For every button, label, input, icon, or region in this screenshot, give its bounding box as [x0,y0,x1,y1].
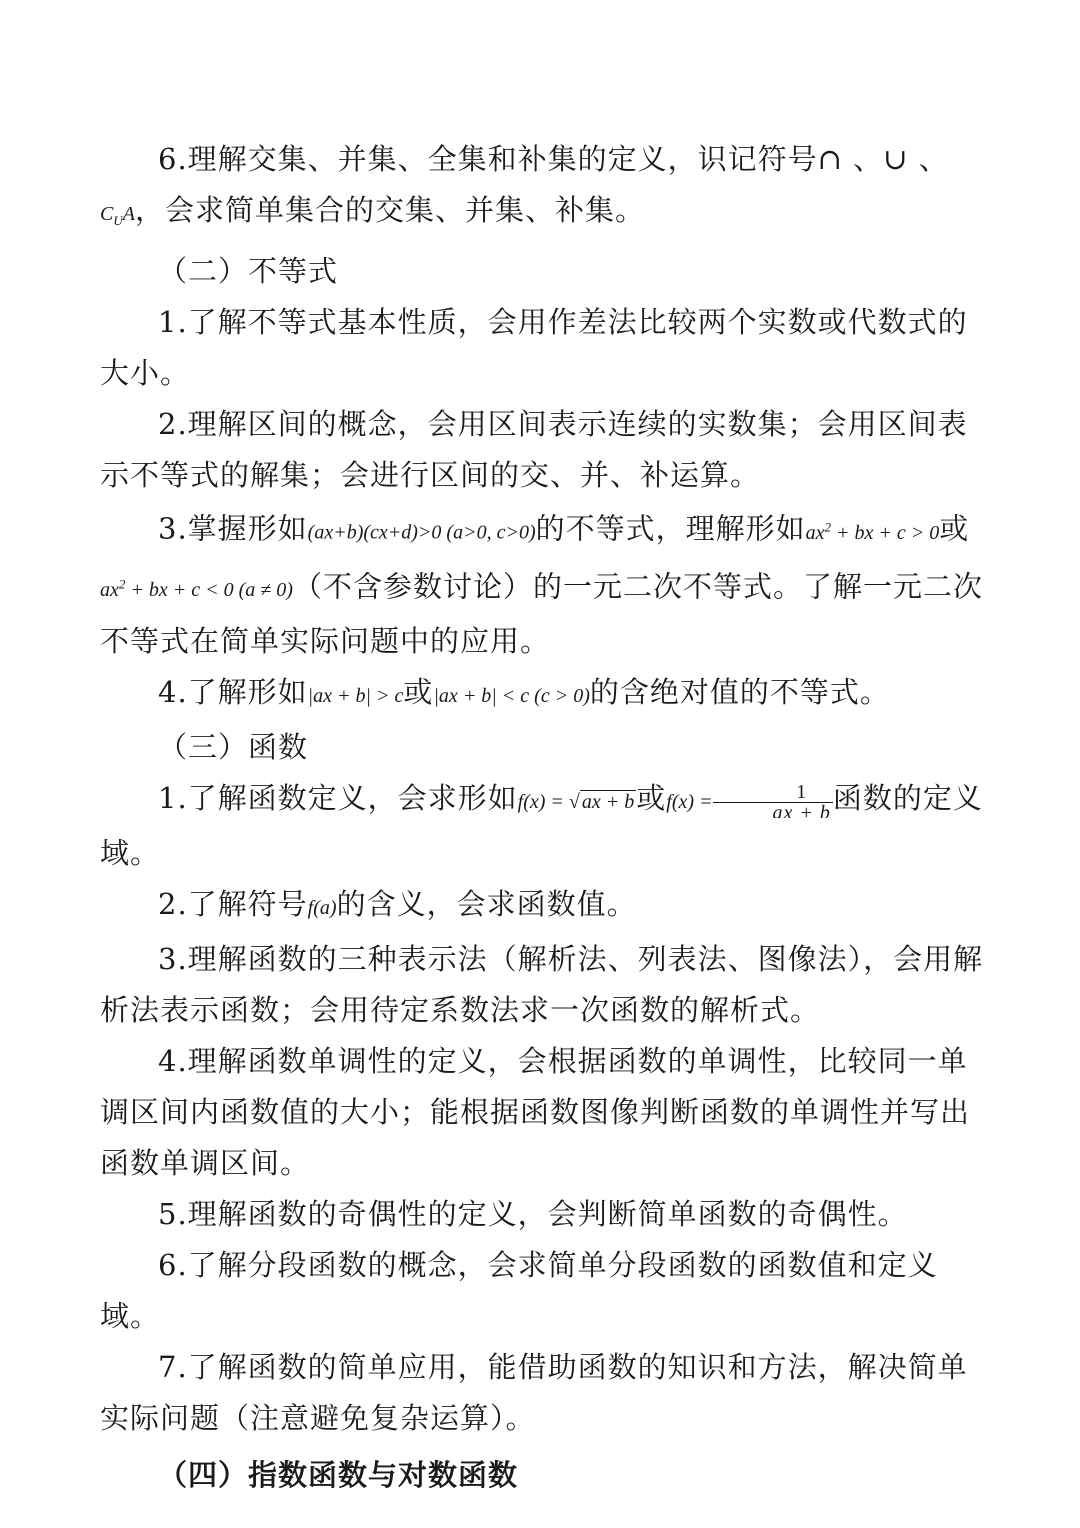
text-tail: ，会求简单集合的交集、并集、补集。 [134,193,645,227]
paragraph-function-4: 4.理解函数单调性的定义，会根据函数的单调性，比较同一单调区间内函数值的大小；能根据函数图像判断函数的单调性并写出函数单调区间。 [100,1044,971,1181]
section-heading-function: （三）函数 [158,730,309,765]
section-heading-exp-log: （四）指数函数与对数函数 [158,1458,519,1493]
section-heading-inequality: （二）不等式 [158,254,339,288]
paragraph-function-6: 6.了解分段函数的概念，会求简单分段函数的函数值和定义域。 [100,1248,938,1334]
math-complement: $C_UA$ [100,203,135,228]
document-page [100,134,985,1501]
paragraph-function-1: 1.了解函数定义，会求形如f(x) = √ ax + b或f(x) = $\frac{1}{ax + b}$ 函数的定义域。 [100,781,983,871]
paragraph-function-2: 2.了解符号f(a)的含义，会求函数值。 [158,887,637,922]
paragraph-inequality-4: 4.了解形如|ax + b| > c或|ax + b| < c (c > 0)的含绝对值的不等式。 [158,675,890,710]
math-quadratic-gt: $ax^2$ + bx + c > 0 [805,519,940,544]
math-fraction: $\frac{1}{ax + b}$ [713,782,833,818]
math-f-of-a: f(a) [307,897,337,920]
text-lead: 6.理解交集、并集、全集和补集的定义，识记符号∩ 、∪ 、 [158,142,949,176]
paragraph-inequality-2: 2.理解区间的概念，会用区间表示连续的实数集；会用区间表示不等式的解集；会进行区间的交、并、补运算。 [100,407,968,492]
paragraph-function-3: 3.理解函数的三种表示法（解析法、列表法、图像法），会用解析法表示函数；会用待定系数法求一次函数的解析式。 [100,942,984,1028]
math-abs-lt: |ax + b| < c (c > 0) [433,685,590,708]
paragraph-function-5: 5.理解函数的奇偶性的定义，会判断简单函数的奇偶性。 [158,1197,908,1232]
math-reciprocal-function: f(x) = [666,791,713,814]
math-abs-gt: |ax + b| > c [307,685,404,708]
math-product-inequality: (ax+b)(cx+d)>0 (a>0, c>0) [307,521,536,544]
math-quadratic-lt: $ax^2$ + bx + c < 0 (a ≠ 0) [100,576,293,602]
math-sqrt-function: f(x) = √ ax + b [517,791,635,814]
paragraph-function-7: 7.了解函数的简单应用，能借助函数的知识和方法，解决简单实际问题（注意避免复杂运算）。 [100,1350,968,1436]
paragraph-inequality-3: 3.掌握形如(ax+b)(cx+d)>0 (a>0, c>0)的不等式，理解形如$ax^2$ + bx + c > 0或$ax^2$ + bx + c < 0 (a ≠ 0)（不含参数讨论）的一元二次不等式。了解一元二次不等式在简单实际问题中的应用。 [100,511,983,659]
paragraph-inequality-1: 1.了解不等式基本性质，会用作差法比较两个实数或代数式的大小。 [100,305,968,390]
paragraph-set-operations [100,134,985,246]
